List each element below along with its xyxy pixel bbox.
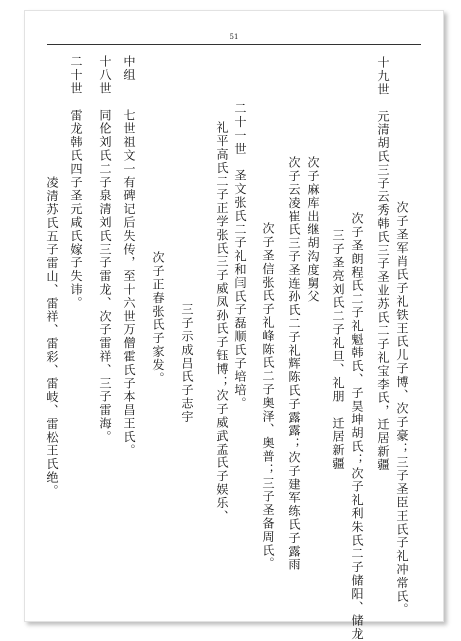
text-column-15: 凌清苏氏五子雷山、雷祥、雷彩、雷岐、雷松王氏绝。: [45, 176, 59, 498]
text-column-12: 中组 七世祖文一有碑记后失传，至十六世万僧霍氏子本昌王氏。: [122, 55, 136, 457]
document-page: [24, 10, 444, 641]
text-column-3: 次子圣朗程氏二子礼魁韩氏、子昊坤胡氏；次子礼利朱氏二子储阳、储龙: [350, 212, 364, 641]
text-column-7: 次子圣信张氏子礼峰陈氏二子奥泽、奥普；三子圣备周氏。: [261, 222, 275, 571]
text-column-5: 次子麻库出继胡沟度舅父: [306, 156, 320, 304]
page-number: 51: [229, 33, 239, 41]
text-column-14: 二十世 雷龙韩氏四子圣元咸氏嫁子失讳。: [69, 55, 83, 310]
text-column-11: 次子正春张氏子家发。: [151, 251, 165, 385]
header-rule: [47, 44, 421, 45]
text-column-4: 三子圣亮刘氏二子礼旦、礼朋 迁居新疆: [331, 229, 345, 471]
text-column-13: 十八世 同伦刘氏二子泉清刘氏三子雷龙、次子雷祥、三子雷海。: [98, 55, 112, 444]
text-column-10: 三子示成吕氏子志宇: [180, 303, 194, 424]
text-column-6: 次子云凌崔氏三子圣连孙氏二子礼辉陈氏子露露；次子建军练氏子露雨: [287, 156, 301, 572]
text-column-1: 十九世 元清胡氏三子云秀韩氏三子圣业苏氏二子礼宝李氏，迁居新疆: [376, 56, 390, 472]
text-column-8: 二十一世 圣文张氏二子礼和闫氏子磊顺氏子培培。: [233, 102, 247, 411]
text-column-9: 礼平高氏二子正学张氏三子威凤孙氏子钰博；次子威武孟氏子娱乐、: [215, 121, 229, 523]
text-column-2: 次子圣军肖氏子礼铁王氏儿子博、次子豪；三子圣臣王氏子礼冲常氏。: [395, 201, 409, 617]
